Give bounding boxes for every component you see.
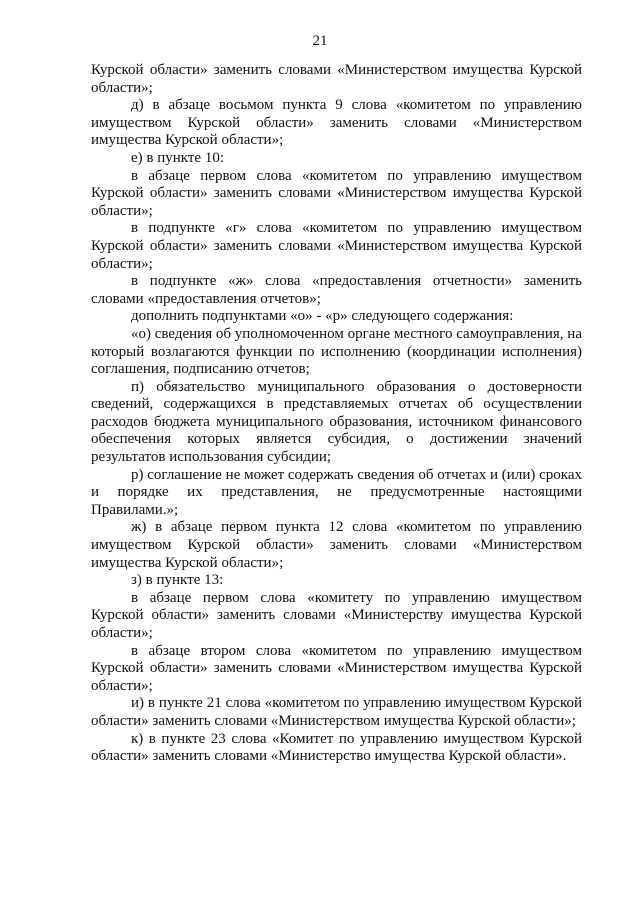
paragraph-item-e-add: дополнить подпунктами «о» - «р» следующего содержания:: [131, 308, 514, 325]
paragraph-item-d: д) в абзаце восьмом пункта 9 слова «комитетом по управлению имуществом Курской области» заменить словами «Министерством имущества Курской области»;: [91, 97, 582, 149]
paragraph-subitem-r: р) соглашение не может содержать сведения об отчетах и (или) сроках и порядке их представления, не предусмотренные настоящими Правилами.»;: [91, 466, 582, 518]
paragraph-subitem-o: «о) сведения об уполномоченном органе местного самоуправления, на который возлагаются функции по исполнению (координации исполнения) соглашения, подписанию отчетов;: [91, 325, 582, 378]
paragraph-item-e: е) в пункте 10:: [131, 149, 225, 166]
paragraph-item-e-zh: в подпункте «ж» слова «предоставления отчетности» заменить словами «предоставления отчетов»;: [91, 273, 582, 307]
page-number: 21: [312, 33, 328, 49]
paragraph-item-e-first: в абзаце первом слова «комитетом по управлению имуществом Курской области» заменить словами «Министерством имущества Курской области»;: [91, 167, 582, 219]
paragraph-continuation: Курской области» заменить словами «Министерством имущества Курской области»;: [91, 62, 582, 96]
paragraph-item-z: з) в пункте 13:: [131, 572, 224, 589]
document-body: [91, 62, 582, 766]
paragraph-item-e-g: в подпункте «г» слова «комитетом по управлению имуществом Курской области» заменить словами «Министерством имущества Курской области»;: [91, 220, 582, 272]
paragraph-item-k: к) в пункте 23 слова «Комитет по управлению имуществом Курской области» заменить словами «Министерство имущества Курской области».: [91, 730, 582, 765]
paragraph-item-i: и) в пункте 21 слова «комитетом по управлению имуществом Курской области» заменить словами «Министерством имущества Курской области»;: [91, 695, 582, 729]
paragraph-item-z-first: в абзаце первом слова «комитету по управлению имуществом Курской области» заменить словами «Министерству имущества Курской области»;: [91, 589, 582, 641]
paragraph-item-zh: ж) в абзаце первом пункта 12 слова «комитетом по управлению имуществом Курской области» заменить словами «Министерством имущества Курской области»;: [91, 519, 582, 571]
paragraph-subitem-p: п) обязательство муниципального образования о достоверности сведений, содержащихся в представляемых отчетах об осуществлении расходов бюджета муниципального образования, источником финансового обеспечения которых является субсидия, о достижении значений результатов использования субсидии;: [91, 378, 582, 466]
paragraph-item-z-second: в абзаце втором слова «комитетом по управлению имуществом Курской области» заменить словами «Министерством имущества Курской области»;: [91, 642, 582, 694]
